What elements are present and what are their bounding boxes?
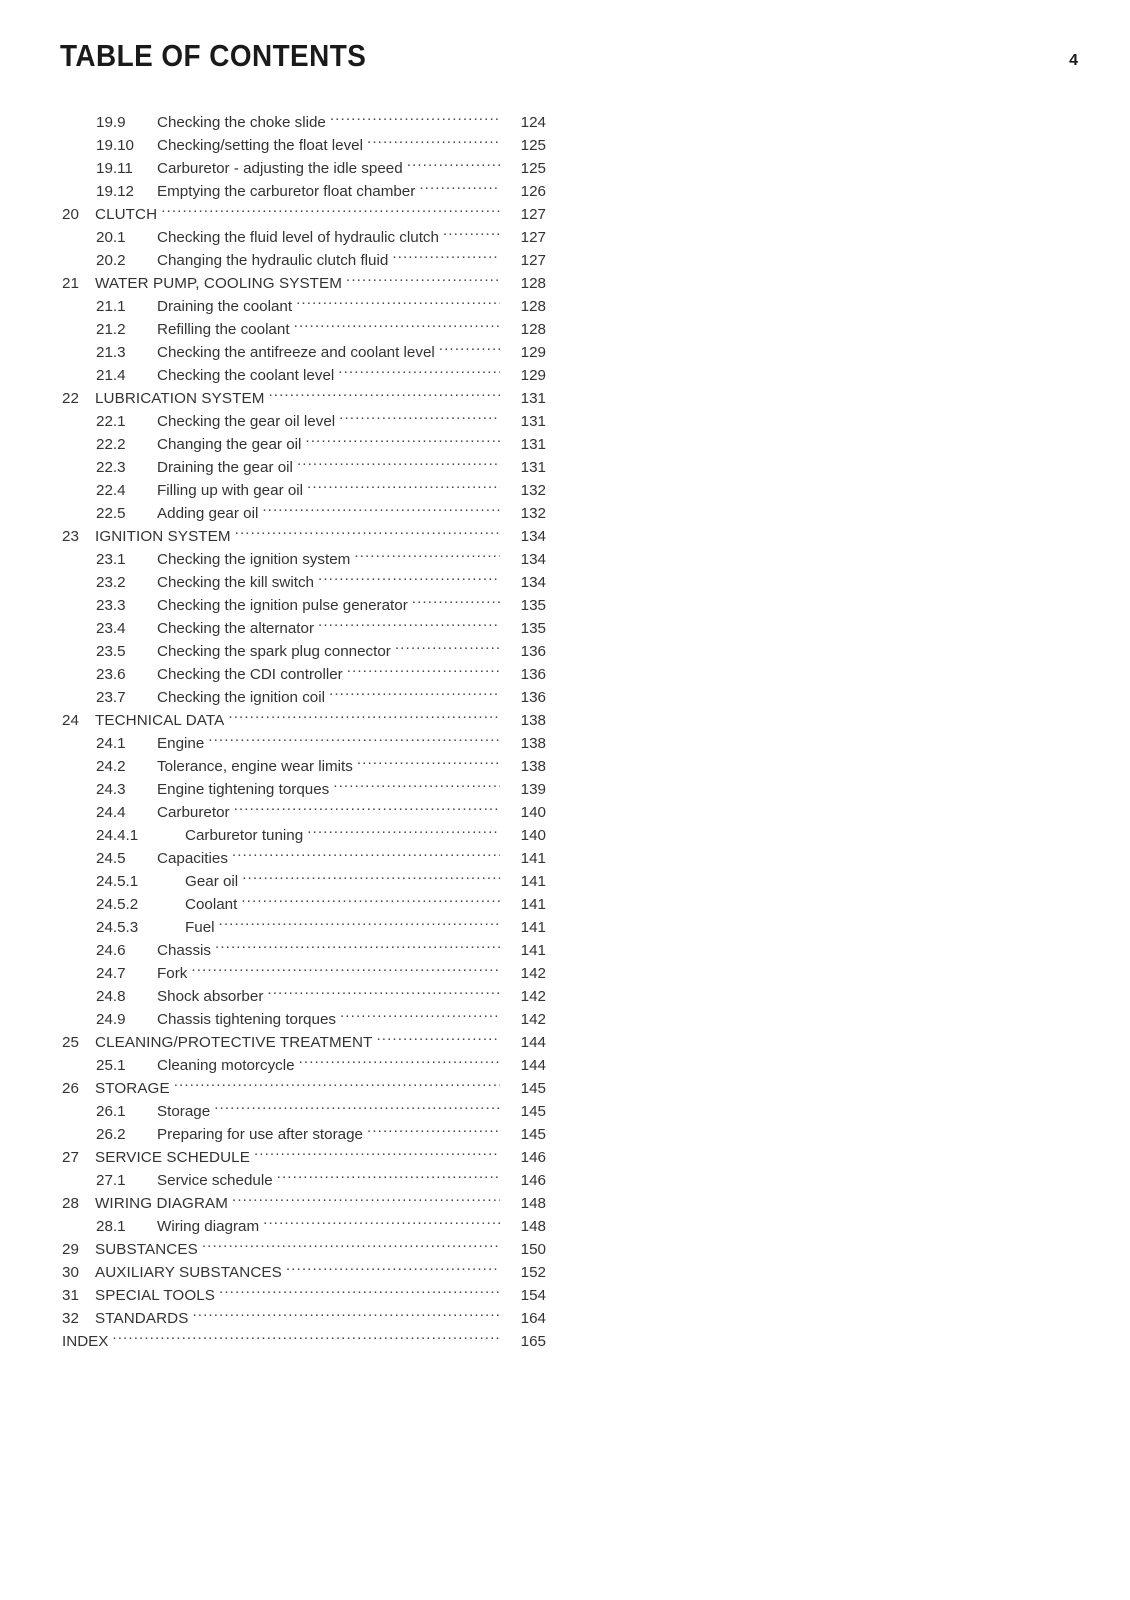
toc-entry-page: 127 <box>520 206 546 223</box>
toc-entry[interactable] <box>0 863 546 890</box>
toc-entry-number: 22.2 <box>96 436 126 453</box>
toc-entry-title: Chassis <box>157 942 212 959</box>
toc-entry[interactable] <box>0 1001 546 1028</box>
toc-entry-number: 24.7 <box>96 965 126 982</box>
toc-entry-page: 164 <box>520 1310 546 1327</box>
toc-leader-dots <box>214 1093 500 1116</box>
toc-entry-page: 136 <box>520 689 546 706</box>
toc-entry-number: 24.6 <box>96 942 126 959</box>
toc-entry-number: 22.4 <box>96 482 126 499</box>
toc-entry-number: 23.5 <box>96 643 126 660</box>
page-title: TABLE OF CONTENTS <box>60 38 367 73</box>
toc-entry-page: 144 <box>520 1057 546 1074</box>
toc-leader-dots <box>412 587 500 610</box>
toc-leader-dots <box>263 1208 500 1231</box>
toc-entry-number: 23.2 <box>96 574 126 591</box>
toc-entry-title: WIRING DIAGRAM <box>95 1195 229 1212</box>
toc-entry-number: 26.1 <box>96 1103 126 1120</box>
toc-entry[interactable] <box>0 840 546 867</box>
toc-entry-number: 24.8 <box>96 988 126 1005</box>
toc-entry-page: 132 <box>520 482 546 499</box>
toc-entry-page: 127 <box>520 229 546 246</box>
table-of-contents-list <box>0 104 1130 1350</box>
toc-entry-page: 141 <box>520 896 546 913</box>
toc-entry-page: 128 <box>520 321 546 338</box>
toc-entry-page: 142 <box>520 965 546 982</box>
toc-entry-number: 26 <box>62 1080 79 1097</box>
toc-entry-page: 134 <box>520 528 546 545</box>
toc-entry-title: Checking the CDI controller <box>157 666 343 683</box>
toc-entry-title: Fuel <box>185 919 215 936</box>
toc-leader-dots <box>419 173 500 196</box>
toc-entry[interactable] <box>0 1024 546 1051</box>
toc-leader-dots <box>407 150 500 173</box>
toc-entry[interactable] <box>0 150 546 177</box>
toc-entry-title: Coolant <box>185 896 238 913</box>
toc-entry-number: 19.9 <box>96 114 126 131</box>
toc-entry-page: 135 <box>520 597 546 614</box>
toc-entry-number: 25 <box>62 1034 79 1051</box>
toc-entry-page: 146 <box>520 1149 546 1166</box>
toc-leader-dots <box>354 541 500 564</box>
toc-entry-number: 23.3 <box>96 597 126 614</box>
toc-leader-dots <box>191 955 500 978</box>
toc-entry-page: 124 <box>520 114 546 131</box>
toc-entry-number: 23.7 <box>96 689 126 706</box>
toc-entry-title: Checking the antifreeze and coolant level <box>157 344 435 361</box>
toc-entry-number: 21 <box>62 275 79 292</box>
toc-entry[interactable] <box>0 909 546 936</box>
toc-entry-title: Checking/setting the float level <box>157 137 363 154</box>
toc-entry-title: Carburetor - adjusting the idle speed <box>157 160 403 177</box>
toc-leader-dots <box>192 1300 500 1323</box>
toc-entry[interactable] <box>0 610 546 637</box>
toc-entry-page: 148 <box>520 1195 546 1212</box>
toc-leader-dots <box>241 886 500 909</box>
toc-entry-title: Checking the spark plug connector <box>157 643 391 660</box>
toc-leader-dots <box>439 334 500 357</box>
toc-leader-dots <box>339 403 500 426</box>
toc-entry[interactable] <box>0 495 546 522</box>
toc-entry-page: 131 <box>520 413 546 430</box>
toc-entry-page: 140 <box>520 827 546 844</box>
toc-entry-title: STANDARDS <box>95 1310 189 1327</box>
toc-entry[interactable] <box>0 1139 546 1166</box>
toc-leader-dots <box>307 817 500 840</box>
toc-entry-page: 141 <box>520 850 546 867</box>
toc-entry[interactable] <box>0 449 546 476</box>
toc-leader-dots <box>296 288 500 311</box>
toc-entry-title: Refilling the coolant <box>157 321 290 338</box>
toc-entry[interactable] <box>0 955 546 982</box>
page-header <box>0 0 1130 96</box>
toc-entry-page: 129 <box>520 344 546 361</box>
toc-entry-title: SUBSTANCES <box>95 1241 198 1258</box>
toc-entry[interactable] <box>0 1300 546 1327</box>
toc-leader-dots <box>329 679 500 702</box>
toc-entry[interactable] <box>0 265 546 292</box>
toc-entry-title: Filling up with gear oil <box>157 482 304 499</box>
toc-leader-dots <box>297 449 500 472</box>
toc-entry[interactable] <box>0 748 546 775</box>
toc-entry-page: 142 <box>520 1011 546 1028</box>
toc-entry-number: 24.5 <box>96 850 126 867</box>
toc-entry-page: 138 <box>520 735 546 752</box>
toc-entry[interactable] <box>0 357 546 384</box>
toc-entry-title: Checking the ignition coil <box>157 689 326 706</box>
toc-entry-page: 154 <box>520 1287 546 1304</box>
toc-entry-number: 22.5 <box>96 505 126 522</box>
toc-entry[interactable] <box>0 1185 546 1212</box>
toc-entry-page: 141 <box>520 873 546 890</box>
toc-leader-dots <box>330 104 500 127</box>
toc-leader-dots <box>392 242 500 265</box>
toc-entry[interactable] <box>0 1208 546 1235</box>
toc-entry[interactable] <box>0 817 546 844</box>
toc-leader-dots <box>340 1001 500 1024</box>
toc-entry-title: Adding gear oil <box>157 505 259 522</box>
toc-entry-page: 145 <box>520 1126 546 1143</box>
toc-leader-dots <box>357 748 500 771</box>
toc-entry-number: 24.4.1 <box>96 827 139 844</box>
toc-entry-number: 19.12 <box>96 183 135 200</box>
toc-entry-number: 28.1 <box>96 1218 126 1235</box>
toc-entry-title: SERVICE SCHEDULE <box>95 1149 250 1166</box>
toc-entry[interactable] <box>0 104 546 131</box>
toc-entry-title: Preparing for use after storage <box>157 1126 363 1143</box>
toc-entry-page: 127 <box>520 252 546 269</box>
toc-entry-title: Storage <box>157 1103 211 1120</box>
toc-leader-dots <box>161 196 500 219</box>
toc-entry[interactable] <box>0 656 546 683</box>
toc-leader-dots <box>318 610 500 633</box>
toc-entry-page: 136 <box>520 666 546 683</box>
toc-entry[interactable] <box>0 794 546 821</box>
toc-entry-page: 134 <box>520 574 546 591</box>
toc-entry[interactable] <box>0 1070 546 1097</box>
toc-entry-page: 142 <box>520 988 546 1005</box>
toc-entry-page: 134 <box>520 551 546 568</box>
toc-leader-dots <box>333 771 500 794</box>
toc-entry-number: 28 <box>62 1195 79 1212</box>
toc-leader-dots <box>277 1162 500 1185</box>
toc-entry[interactable] <box>0 1231 546 1258</box>
toc-leader-dots <box>294 311 500 334</box>
toc-entry-title: Changing the hydraulic clutch fluid <box>157 252 389 269</box>
toc-entry[interactable] <box>0 541 546 568</box>
toc-entry-number: 27.1 <box>96 1172 126 1189</box>
toc-entry-title: Cleaning motorcycle <box>157 1057 295 1074</box>
toc-leader-dots <box>228 702 500 725</box>
toc-entry-page: 128 <box>520 298 546 315</box>
toc-entry-number: 24 <box>62 712 79 729</box>
toc-entry-page: 148 <box>520 1218 546 1235</box>
toc-entry-page: 150 <box>520 1241 546 1258</box>
toc-entry-number: 25.1 <box>96 1057 126 1074</box>
toc-entry[interactable] <box>0 1323 546 1350</box>
toc-entry[interactable] <box>0 978 546 1005</box>
toc-entry-title: INDEX <box>62 1333 109 1350</box>
toc-entry-page: 138 <box>520 712 546 729</box>
toc-entry-number: 22.1 <box>96 413 126 430</box>
toc-entry-title: Checking the gear oil level <box>157 413 336 430</box>
toc-entry-number: 23.1 <box>96 551 126 568</box>
toc-entry[interactable] <box>0 587 546 614</box>
toc-entry[interactable] <box>0 380 546 407</box>
toc-entry-title: Checking the fluid level of hydraulic clutch <box>157 229 439 246</box>
toc-entry[interactable] <box>0 725 546 752</box>
toc-entry-title: Changing the gear oil <box>157 436 302 453</box>
toc-leader-dots <box>443 219 500 242</box>
toc-leader-dots <box>376 1024 500 1047</box>
toc-entry-page: 131 <box>520 390 546 407</box>
toc-entry-title: Capacities <box>157 850 228 867</box>
toc-leader-dots <box>174 1070 500 1093</box>
toc-entry-title: Checking the coolant level <box>157 367 335 384</box>
toc-entry[interactable] <box>0 1254 546 1281</box>
toc-entry-page: 136 <box>520 643 546 660</box>
toc-leader-dots <box>219 909 500 932</box>
toc-entry-page: 139 <box>520 781 546 798</box>
toc-leader-dots <box>367 127 500 150</box>
toc-leader-dots <box>235 518 500 541</box>
toc-leader-dots <box>307 472 500 495</box>
toc-entry-title: IGNITION SYSTEM <box>95 528 231 545</box>
toc-entry-title: Chassis tightening torques <box>157 1011 336 1028</box>
toc-entry[interactable] <box>0 472 546 499</box>
toc-entry-page: 165 <box>520 1333 546 1350</box>
toc-entry-page: 141 <box>520 942 546 959</box>
toc-entry-number: 24.5.2 <box>96 896 139 913</box>
toc-entry-title: Draining the coolant <box>157 298 293 315</box>
toc-entry[interactable] <box>0 1162 546 1189</box>
toc-entry[interactable] <box>0 932 546 959</box>
toc-leader-dots <box>232 1185 500 1208</box>
toc-entry-title: Checking the ignition pulse generator <box>157 597 408 614</box>
toc-entry-title: Emptying the carburetor float chamber <box>157 183 416 200</box>
toc-entry-title: STORAGE <box>95 1080 170 1097</box>
toc-entry-number: 24.3 <box>96 781 126 798</box>
toc-entry-page: 131 <box>520 459 546 476</box>
toc-entry[interactable] <box>0 564 546 591</box>
toc-entry[interactable] <box>0 173 546 200</box>
toc-entry-number: 23 <box>62 528 79 545</box>
toc-leader-dots <box>219 1277 500 1300</box>
toc-entry-number: 27 <box>62 1149 79 1166</box>
toc-entry[interactable] <box>0 242 546 269</box>
toc-leader-dots <box>254 1139 500 1162</box>
toc-leader-dots <box>395 633 500 656</box>
toc-entry-page: 125 <box>520 160 546 177</box>
toc-entry[interactable] <box>0 219 546 246</box>
toc-leader-dots <box>234 794 500 817</box>
toc-entry-title: Shock absorber <box>157 988 264 1005</box>
toc-entry-number: 31 <box>62 1287 79 1304</box>
toc-entry-title: Engine tightening torques <box>157 781 330 798</box>
toc-entry[interactable] <box>0 1047 546 1074</box>
toc-entry-number: 23.6 <box>96 666 126 683</box>
toc-entry-title: Checking the choke slide <box>157 114 326 131</box>
toc-entry-title: Engine <box>157 735 205 752</box>
toc-entry-number: 20.2 <box>96 252 126 269</box>
toc-entry[interactable] <box>0 127 546 154</box>
toc-entry-title: CLUTCH <box>95 206 158 223</box>
toc-entry-number: 21.4 <box>96 367 126 384</box>
toc-entry-number: 26.2 <box>96 1126 126 1143</box>
toc-entry[interactable] <box>0 518 546 545</box>
toc-entry[interactable] <box>0 633 546 660</box>
toc-entry-number: 22.3 <box>96 459 126 476</box>
toc-entry-number: 20.1 <box>96 229 126 246</box>
toc-entry-title: Draining the gear oil <box>157 459 293 476</box>
toc-entry-title: Service schedule <box>157 1172 273 1189</box>
toc-leader-dots <box>215 932 500 955</box>
toc-entry-number: 24.9 <box>96 1011 126 1028</box>
toc-entry-title: Gear oil <box>185 873 239 890</box>
toc-entry-page: 129 <box>520 367 546 384</box>
toc-entry-number: 21.3 <box>96 344 126 361</box>
toc-entry[interactable] <box>0 196 546 223</box>
toc-entry[interactable] <box>0 311 546 338</box>
toc-entry[interactable] <box>0 679 546 706</box>
toc-leader-dots <box>202 1231 500 1254</box>
toc-entry[interactable] <box>0 886 546 913</box>
toc-entry-page: 144 <box>520 1034 546 1051</box>
toc-entry[interactable] <box>0 288 546 315</box>
toc-leader-dots <box>262 495 500 518</box>
toc-entry-number: 19.10 <box>96 137 135 154</box>
toc-entry-page: 145 <box>520 1103 546 1120</box>
toc-entry-title: Wiring diagram <box>157 1218 260 1235</box>
toc-leader-dots <box>347 656 500 679</box>
toc-entry-number: 20 <box>62 206 79 223</box>
toc-entry-title: Checking the ignition system <box>157 551 351 568</box>
toc-leader-dots <box>268 380 500 403</box>
toc-entry-title: SPECIAL TOOLS <box>95 1287 216 1304</box>
toc-leader-dots <box>318 564 500 587</box>
toc-entry-page: 128 <box>520 275 546 292</box>
toc-entry-number: 32 <box>62 1310 79 1327</box>
toc-entry-number: 21.2 <box>96 321 126 338</box>
toc-leader-dots <box>267 978 500 1001</box>
toc-entry-number: 24.2 <box>96 758 126 775</box>
toc-entry-number: 24.5.1 <box>96 873 139 890</box>
toc-entry-page: 140 <box>520 804 546 821</box>
toc-entry-number: 21.1 <box>96 298 126 315</box>
toc-entry-title: CLEANING/PROTECTIVE TREATMENT <box>95 1034 373 1051</box>
toc-entry-page: 135 <box>520 620 546 637</box>
toc-entry-number: 23.4 <box>96 620 126 637</box>
toc-leader-dots <box>299 1047 500 1070</box>
toc-entry[interactable] <box>0 771 546 798</box>
toc-leader-dots <box>232 840 500 863</box>
toc-entry-title: Checking the kill switch <box>157 574 314 591</box>
toc-leader-dots <box>338 357 500 380</box>
toc-leader-dots <box>112 1323 500 1346</box>
toc-leader-dots <box>305 426 500 449</box>
toc-entry-title: Carburetor tuning <box>185 827 304 844</box>
toc-entry-title: WATER PUMP, COOLING SYSTEM <box>95 275 343 292</box>
toc-entry[interactable] <box>0 1116 546 1143</box>
toc-entry-page: 141 <box>520 919 546 936</box>
toc-leader-dots <box>286 1254 500 1277</box>
toc-entry[interactable] <box>0 426 546 453</box>
toc-leader-dots <box>367 1116 500 1139</box>
toc-entry-number: 24.1 <box>96 735 126 752</box>
toc-entry-page: 138 <box>520 758 546 775</box>
toc-entry[interactable] <box>0 1277 546 1304</box>
toc-entry[interactable] <box>0 403 546 430</box>
toc-entry-title: Checking the alternator <box>157 620 315 637</box>
toc-entry-page: 145 <box>520 1080 546 1097</box>
toc-entry-page: 131 <box>520 436 546 453</box>
toc-entry-title: Carburetor <box>157 804 230 821</box>
toc-entry-number: 30 <box>62 1264 79 1281</box>
toc-entry-number: 29 <box>62 1241 79 1258</box>
toc-entry-number: 24.5.3 <box>96 919 139 936</box>
toc-entry-number: 24.4 <box>96 804 126 821</box>
toc-entry-title: AUXILIARY SUBSTANCES <box>95 1264 282 1281</box>
toc-entry-title: TECHNICAL DATA <box>95 712 225 729</box>
toc-entry-title: Tolerance, engine wear limits <box>157 758 353 775</box>
toc-entry-title: LUBRICATION SYSTEM <box>95 390 265 407</box>
toc-entry-page: 152 <box>520 1264 546 1281</box>
toc-entry-number: 22 <box>62 390 79 407</box>
toc-entry-number: 19.11 <box>96 160 133 177</box>
toc-entry[interactable] <box>0 1093 546 1120</box>
toc-entry[interactable] <box>0 334 546 361</box>
toc-entry-page: 132 <box>520 505 546 522</box>
toc-entry-page: 146 <box>520 1172 546 1189</box>
toc-entry-page: 126 <box>520 183 546 200</box>
toc-entry-page: 125 <box>520 137 546 154</box>
toc-leader-dots <box>346 265 500 288</box>
toc-leader-dots <box>208 725 500 748</box>
toc-entry-title: Fork <box>157 965 188 982</box>
toc-entry[interactable] <box>0 702 546 729</box>
toc-leader-dots <box>242 863 500 886</box>
page-number: 4 <box>1069 52 1078 69</box>
